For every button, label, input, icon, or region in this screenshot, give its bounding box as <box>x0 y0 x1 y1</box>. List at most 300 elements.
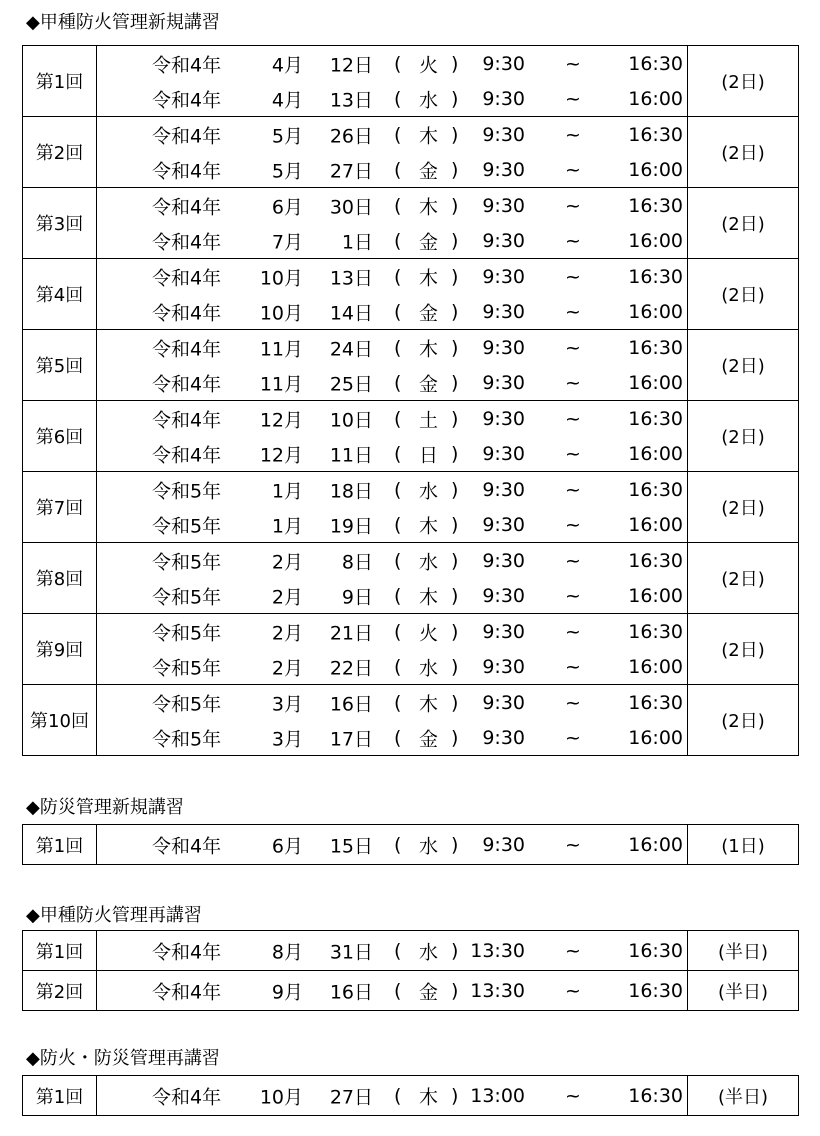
date-line <box>97 472 687 507</box>
paren-close: ) <box>451 194 459 217</box>
era-year: 令和4年 <box>152 125 222 147</box>
day: 1日 <box>341 231 373 253</box>
day: 18日 <box>329 480 373 502</box>
day: 12日 <box>329 54 373 76</box>
session-dates <box>97 46 688 117</box>
month: 11月 <box>259 338 303 360</box>
tilde-separator: ~ <box>565 726 581 749</box>
paren-close: ) <box>451 833 459 856</box>
end-time: 16:00 <box>628 726 683 749</box>
tilde-separator: ~ <box>565 194 581 217</box>
era-year: 令和4年 <box>152 981 222 1003</box>
day: 13日 <box>329 89 373 111</box>
day: 16日 <box>329 693 373 715</box>
duration-label: (2日) <box>688 46 799 117</box>
tilde-separator: ~ <box>565 584 581 607</box>
paren-close: ) <box>451 513 459 536</box>
section-title: ◆甲種防火管理再講習 <box>26 905 202 926</box>
session-dates <box>97 259 688 330</box>
schedule-table <box>22 930 799 1011</box>
paren-open: ( <box>394 87 402 110</box>
session-number: 第3回 <box>23 188 97 259</box>
duration-label: (1日) <box>688 825 799 865</box>
tilde-separator: ~ <box>565 87 581 110</box>
paren-open: ( <box>394 265 402 288</box>
weekday: 土 <box>419 409 439 431</box>
month: 12月 <box>259 409 303 431</box>
weekday: 金 <box>419 981 439 1003</box>
day: 27日 <box>329 1086 373 1108</box>
session-row <box>23 472 799 543</box>
month: 2月 <box>271 551 303 573</box>
session-dates <box>97 117 688 188</box>
end-time: 16:00 <box>628 371 683 394</box>
paren-open: ( <box>394 513 402 536</box>
end-time: 16:30 <box>628 123 683 146</box>
paren-open: ( <box>394 229 402 252</box>
start-time: 9:30 <box>482 300 525 323</box>
day: 15日 <box>329 835 373 857</box>
month: 2月 <box>271 586 303 608</box>
date-line <box>97 614 687 649</box>
end-time: 16:30 <box>628 52 683 75</box>
era-year: 令和4年 <box>152 338 222 360</box>
start-time: 9:30 <box>482 513 525 536</box>
start-time: 9:30 <box>482 655 525 678</box>
paren-close: ) <box>451 478 459 501</box>
day: 22日 <box>329 657 373 679</box>
start-time: 9:30 <box>482 52 525 75</box>
paren-open: ( <box>394 52 402 75</box>
paren-open: ( <box>394 407 402 430</box>
start-time: 9:30 <box>482 407 525 430</box>
era-year: 令和4年 <box>152 160 222 182</box>
tilde-separator: ~ <box>565 620 581 643</box>
month: 10月 <box>259 302 303 324</box>
weekday: 火 <box>419 54 439 76</box>
end-time: 16:00 <box>628 833 683 856</box>
paren-close: ) <box>451 691 459 714</box>
era-year: 令和5年 <box>152 515 222 537</box>
month: 8月 <box>271 941 303 963</box>
paren-open: ( <box>394 371 402 394</box>
weekday: 金 <box>419 160 439 182</box>
start-time: 9:30 <box>482 478 525 501</box>
era-year: 令和5年 <box>152 586 222 608</box>
end-time: 16:30 <box>628 691 683 714</box>
end-time: 16:30 <box>628 407 683 430</box>
month: 10月 <box>259 1086 303 1108</box>
duration-label: (2日) <box>688 117 799 188</box>
date-line <box>97 971 687 1010</box>
day: 19日 <box>329 515 373 537</box>
schedule-table <box>22 1075 799 1116</box>
weekday: 金 <box>419 302 439 324</box>
tilde-separator: ~ <box>565 371 581 394</box>
month: 6月 <box>271 835 303 857</box>
session-number: 第8回 <box>23 543 97 614</box>
paren-open: ( <box>394 300 402 323</box>
duration-label: (2日) <box>688 543 799 614</box>
paren-open: ( <box>394 549 402 572</box>
tilde-separator: ~ <box>565 655 581 678</box>
tilde-separator: ~ <box>565 833 581 856</box>
date-line <box>97 117 687 152</box>
end-time: 16:30 <box>628 478 683 501</box>
end-time: 16:30 <box>628 1084 683 1107</box>
date-line <box>97 507 687 542</box>
paren-close: ) <box>451 300 459 323</box>
duration-label: (2日) <box>688 259 799 330</box>
start-time: 9:30 <box>482 620 525 643</box>
session-dates <box>97 825 688 865</box>
session-number: 第1回 <box>23 1076 97 1116</box>
end-time: 16:00 <box>628 158 683 181</box>
duration-label: (半日) <box>688 1076 799 1116</box>
session-dates <box>97 614 688 685</box>
duration-label: (2日) <box>688 472 799 543</box>
date-line <box>97 330 687 365</box>
end-time: 16:00 <box>628 442 683 465</box>
session-row <box>23 1076 799 1116</box>
start-time: 9:30 <box>482 833 525 856</box>
paren-open: ( <box>394 584 402 607</box>
paren-close: ) <box>451 442 459 465</box>
session-number: 第10回 <box>23 685 97 756</box>
era-year: 令和5年 <box>152 693 222 715</box>
day: 11日 <box>329 444 373 466</box>
session-number: 第5回 <box>23 330 97 401</box>
weekday: 金 <box>419 231 439 253</box>
weekday: 水 <box>419 480 439 502</box>
month: 5月 <box>271 160 303 182</box>
start-time: 9:30 <box>482 158 525 181</box>
date-line <box>97 685 687 720</box>
paren-close: ) <box>451 52 459 75</box>
duration-label: (半日) <box>688 971 799 1011</box>
end-time: 16:30 <box>628 620 683 643</box>
month: 1月 <box>271 515 303 537</box>
start-time: 13:30 <box>470 939 525 962</box>
session-number: 第1回 <box>23 825 97 865</box>
section-title: ◆甲種防火管理新規講習 <box>26 12 220 33</box>
end-time: 16:00 <box>628 87 683 110</box>
date-line <box>97 188 687 223</box>
session-row <box>23 931 799 971</box>
paren-close: ) <box>451 620 459 643</box>
paren-open: ( <box>394 442 402 465</box>
month: 4月 <box>271 54 303 76</box>
paren-close: ) <box>451 655 459 678</box>
era-year: 令和4年 <box>152 941 222 963</box>
day: 26日 <box>329 125 373 147</box>
date-line <box>97 46 687 81</box>
session-dates <box>97 931 688 971</box>
start-time: 9:30 <box>482 584 525 607</box>
era-year: 令和5年 <box>152 551 222 573</box>
start-time: 9:30 <box>482 336 525 359</box>
paren-close: ) <box>451 158 459 181</box>
day: 24日 <box>329 338 373 360</box>
section-title: ◆防災管理新規講習 <box>26 797 184 818</box>
date-line <box>97 543 687 578</box>
tilde-separator: ~ <box>565 123 581 146</box>
duration-label: (2日) <box>688 685 799 756</box>
era-year: 令和5年 <box>152 657 222 679</box>
session-number: 第2回 <box>23 117 97 188</box>
era-year: 令和4年 <box>152 444 222 466</box>
session-row <box>23 188 799 259</box>
end-time: 16:30 <box>628 979 683 1002</box>
date-line <box>97 720 687 755</box>
date-line <box>97 931 687 970</box>
day: 9日 <box>341 586 373 608</box>
weekday: 木 <box>419 338 439 360</box>
paren-close: ) <box>451 123 459 146</box>
era-year: 令和4年 <box>152 267 222 289</box>
era-year: 令和5年 <box>152 622 222 644</box>
month: 3月 <box>271 728 303 750</box>
end-time: 16:30 <box>628 336 683 359</box>
start-time: 9:30 <box>482 87 525 110</box>
start-time: 9:30 <box>482 442 525 465</box>
day: 13日 <box>329 267 373 289</box>
weekday: 水 <box>419 657 439 679</box>
session-dates <box>97 1076 688 1116</box>
era-year: 令和4年 <box>152 835 222 857</box>
duration-label: (2日) <box>688 188 799 259</box>
era-year: 令和4年 <box>152 409 222 431</box>
session-dates <box>97 330 688 401</box>
session-row <box>23 971 799 1011</box>
paren-open: ( <box>394 833 402 856</box>
end-time: 16:00 <box>628 513 683 536</box>
end-time: 16:00 <box>628 229 683 252</box>
end-time: 16:30 <box>628 194 683 217</box>
era-year: 令和4年 <box>152 302 222 324</box>
session-number: 第1回 <box>23 931 97 971</box>
schedule-table <box>22 824 799 865</box>
era-year: 令和4年 <box>152 54 222 76</box>
date-line <box>97 649 687 684</box>
session-number: 第2回 <box>23 971 97 1011</box>
tilde-separator: ~ <box>565 336 581 359</box>
weekday: 木 <box>419 267 439 289</box>
paren-close: ) <box>451 87 459 110</box>
start-time: 9:30 <box>482 194 525 217</box>
start-time: 13:30 <box>470 979 525 1002</box>
session-dates <box>97 472 688 543</box>
session-number: 第9回 <box>23 614 97 685</box>
start-time: 9:30 <box>482 123 525 146</box>
weekday: 木 <box>419 1086 439 1108</box>
schedule-table <box>22 45 799 756</box>
start-time: 9:30 <box>482 549 525 572</box>
tilde-separator: ~ <box>565 979 581 1002</box>
day: 31日 <box>329 941 373 963</box>
date-line <box>97 152 687 187</box>
weekday: 日 <box>419 444 439 466</box>
month: 7月 <box>271 231 303 253</box>
session-row <box>23 330 799 401</box>
paren-open: ( <box>394 939 402 962</box>
day: 16日 <box>329 981 373 1003</box>
tilde-separator: ~ <box>565 478 581 501</box>
date-line <box>97 259 687 294</box>
session-row <box>23 117 799 188</box>
date-line <box>97 436 687 471</box>
weekday: 木 <box>419 196 439 218</box>
paren-open: ( <box>394 1084 402 1107</box>
tilde-separator: ~ <box>565 691 581 714</box>
session-row <box>23 685 799 756</box>
tilde-separator: ~ <box>565 549 581 572</box>
paren-close: ) <box>451 549 459 572</box>
weekday: 水 <box>419 89 439 111</box>
month: 2月 <box>271 622 303 644</box>
tilde-separator: ~ <box>565 939 581 962</box>
day: 14日 <box>329 302 373 324</box>
weekday: 木 <box>419 586 439 608</box>
weekday: 水 <box>419 551 439 573</box>
month: 4月 <box>271 89 303 111</box>
era-year: 令和5年 <box>152 728 222 750</box>
date-line <box>97 81 687 116</box>
month: 6月 <box>271 196 303 218</box>
session-number: 第1回 <box>23 46 97 117</box>
paren-open: ( <box>394 123 402 146</box>
day: 17日 <box>329 728 373 750</box>
duration-label: (半日) <box>688 931 799 971</box>
paren-close: ) <box>451 979 459 1002</box>
tilde-separator: ~ <box>565 442 581 465</box>
paren-close: ) <box>451 336 459 359</box>
start-time: 9:30 <box>482 691 525 714</box>
session-row <box>23 825 799 865</box>
paren-close: ) <box>451 265 459 288</box>
weekday: 金 <box>419 728 439 750</box>
paren-close: ) <box>451 371 459 394</box>
month: 1月 <box>271 480 303 502</box>
session-dates <box>97 543 688 614</box>
end-time: 16:30 <box>628 549 683 572</box>
session-row <box>23 46 799 117</box>
day: 30日 <box>329 196 373 218</box>
paren-open: ( <box>394 726 402 749</box>
session-dates <box>97 685 688 756</box>
day: 8日 <box>341 551 373 573</box>
era-year: 令和4年 <box>152 373 222 395</box>
tilde-separator: ~ <box>565 1084 581 1107</box>
paren-close: ) <box>451 407 459 430</box>
tilde-separator: ~ <box>565 158 581 181</box>
tilde-separator: ~ <box>565 265 581 288</box>
date-line <box>97 825 687 864</box>
end-time: 16:30 <box>628 939 683 962</box>
paren-open: ( <box>394 478 402 501</box>
month: 3月 <box>271 693 303 715</box>
duration-label: (2日) <box>688 614 799 685</box>
end-time: 16:30 <box>628 265 683 288</box>
era-year: 令和5年 <box>152 480 222 502</box>
session-dates <box>97 401 688 472</box>
paren-close: ) <box>451 229 459 252</box>
date-line <box>97 1076 687 1115</box>
weekday: 木 <box>419 125 439 147</box>
date-line <box>97 223 687 258</box>
date-line <box>97 401 687 436</box>
section-title: ◆防火・防災管理再講習 <box>26 1048 220 1069</box>
month: 2月 <box>271 657 303 679</box>
session-row <box>23 543 799 614</box>
end-time: 16:00 <box>628 655 683 678</box>
tilde-separator: ~ <box>565 229 581 252</box>
session-number: 第7回 <box>23 472 97 543</box>
start-time: 9:30 <box>482 265 525 288</box>
day: 25日 <box>329 373 373 395</box>
day: 27日 <box>329 160 373 182</box>
session-dates <box>97 971 688 1011</box>
paren-open: ( <box>394 979 402 1002</box>
era-year: 令和4年 <box>152 1086 222 1108</box>
paren-close: ) <box>451 1084 459 1107</box>
paren-open: ( <box>394 620 402 643</box>
start-time: 9:30 <box>482 371 525 394</box>
paren-close: ) <box>451 584 459 607</box>
session-row <box>23 401 799 472</box>
date-line <box>97 294 687 329</box>
session-row <box>23 614 799 685</box>
duration-label: (2日) <box>688 330 799 401</box>
duration-label: (2日) <box>688 401 799 472</box>
month: 12月 <box>259 444 303 466</box>
end-time: 16:00 <box>628 300 683 323</box>
session-number: 第6回 <box>23 401 97 472</box>
paren-open: ( <box>394 158 402 181</box>
era-year: 令和4年 <box>152 89 222 111</box>
paren-close: ) <box>451 726 459 749</box>
start-time: 13:00 <box>470 1084 525 1107</box>
start-time: 9:30 <box>482 726 525 749</box>
weekday: 水 <box>419 835 439 857</box>
tilde-separator: ~ <box>565 52 581 75</box>
tilde-separator: ~ <box>565 300 581 323</box>
weekday: 木 <box>419 515 439 537</box>
month: 11月 <box>259 373 303 395</box>
tilde-separator: ~ <box>565 407 581 430</box>
date-line <box>97 365 687 400</box>
weekday: 火 <box>419 622 439 644</box>
paren-open: ( <box>394 691 402 714</box>
end-time: 16:00 <box>628 584 683 607</box>
weekday: 水 <box>419 941 439 963</box>
paren-close: ) <box>451 939 459 962</box>
month: 9月 <box>271 981 303 1003</box>
start-time: 9:30 <box>482 229 525 252</box>
day: 21日 <box>329 622 373 644</box>
tilde-separator: ~ <box>565 513 581 536</box>
era-year: 令和4年 <box>152 196 222 218</box>
era-year: 令和4年 <box>152 231 222 253</box>
date-line <box>97 578 687 613</box>
weekday: 金 <box>419 373 439 395</box>
day: 10日 <box>329 409 373 431</box>
session-row <box>23 259 799 330</box>
paren-open: ( <box>394 194 402 217</box>
session-number: 第4回 <box>23 259 97 330</box>
month: 10月 <box>259 267 303 289</box>
month: 5月 <box>271 125 303 147</box>
